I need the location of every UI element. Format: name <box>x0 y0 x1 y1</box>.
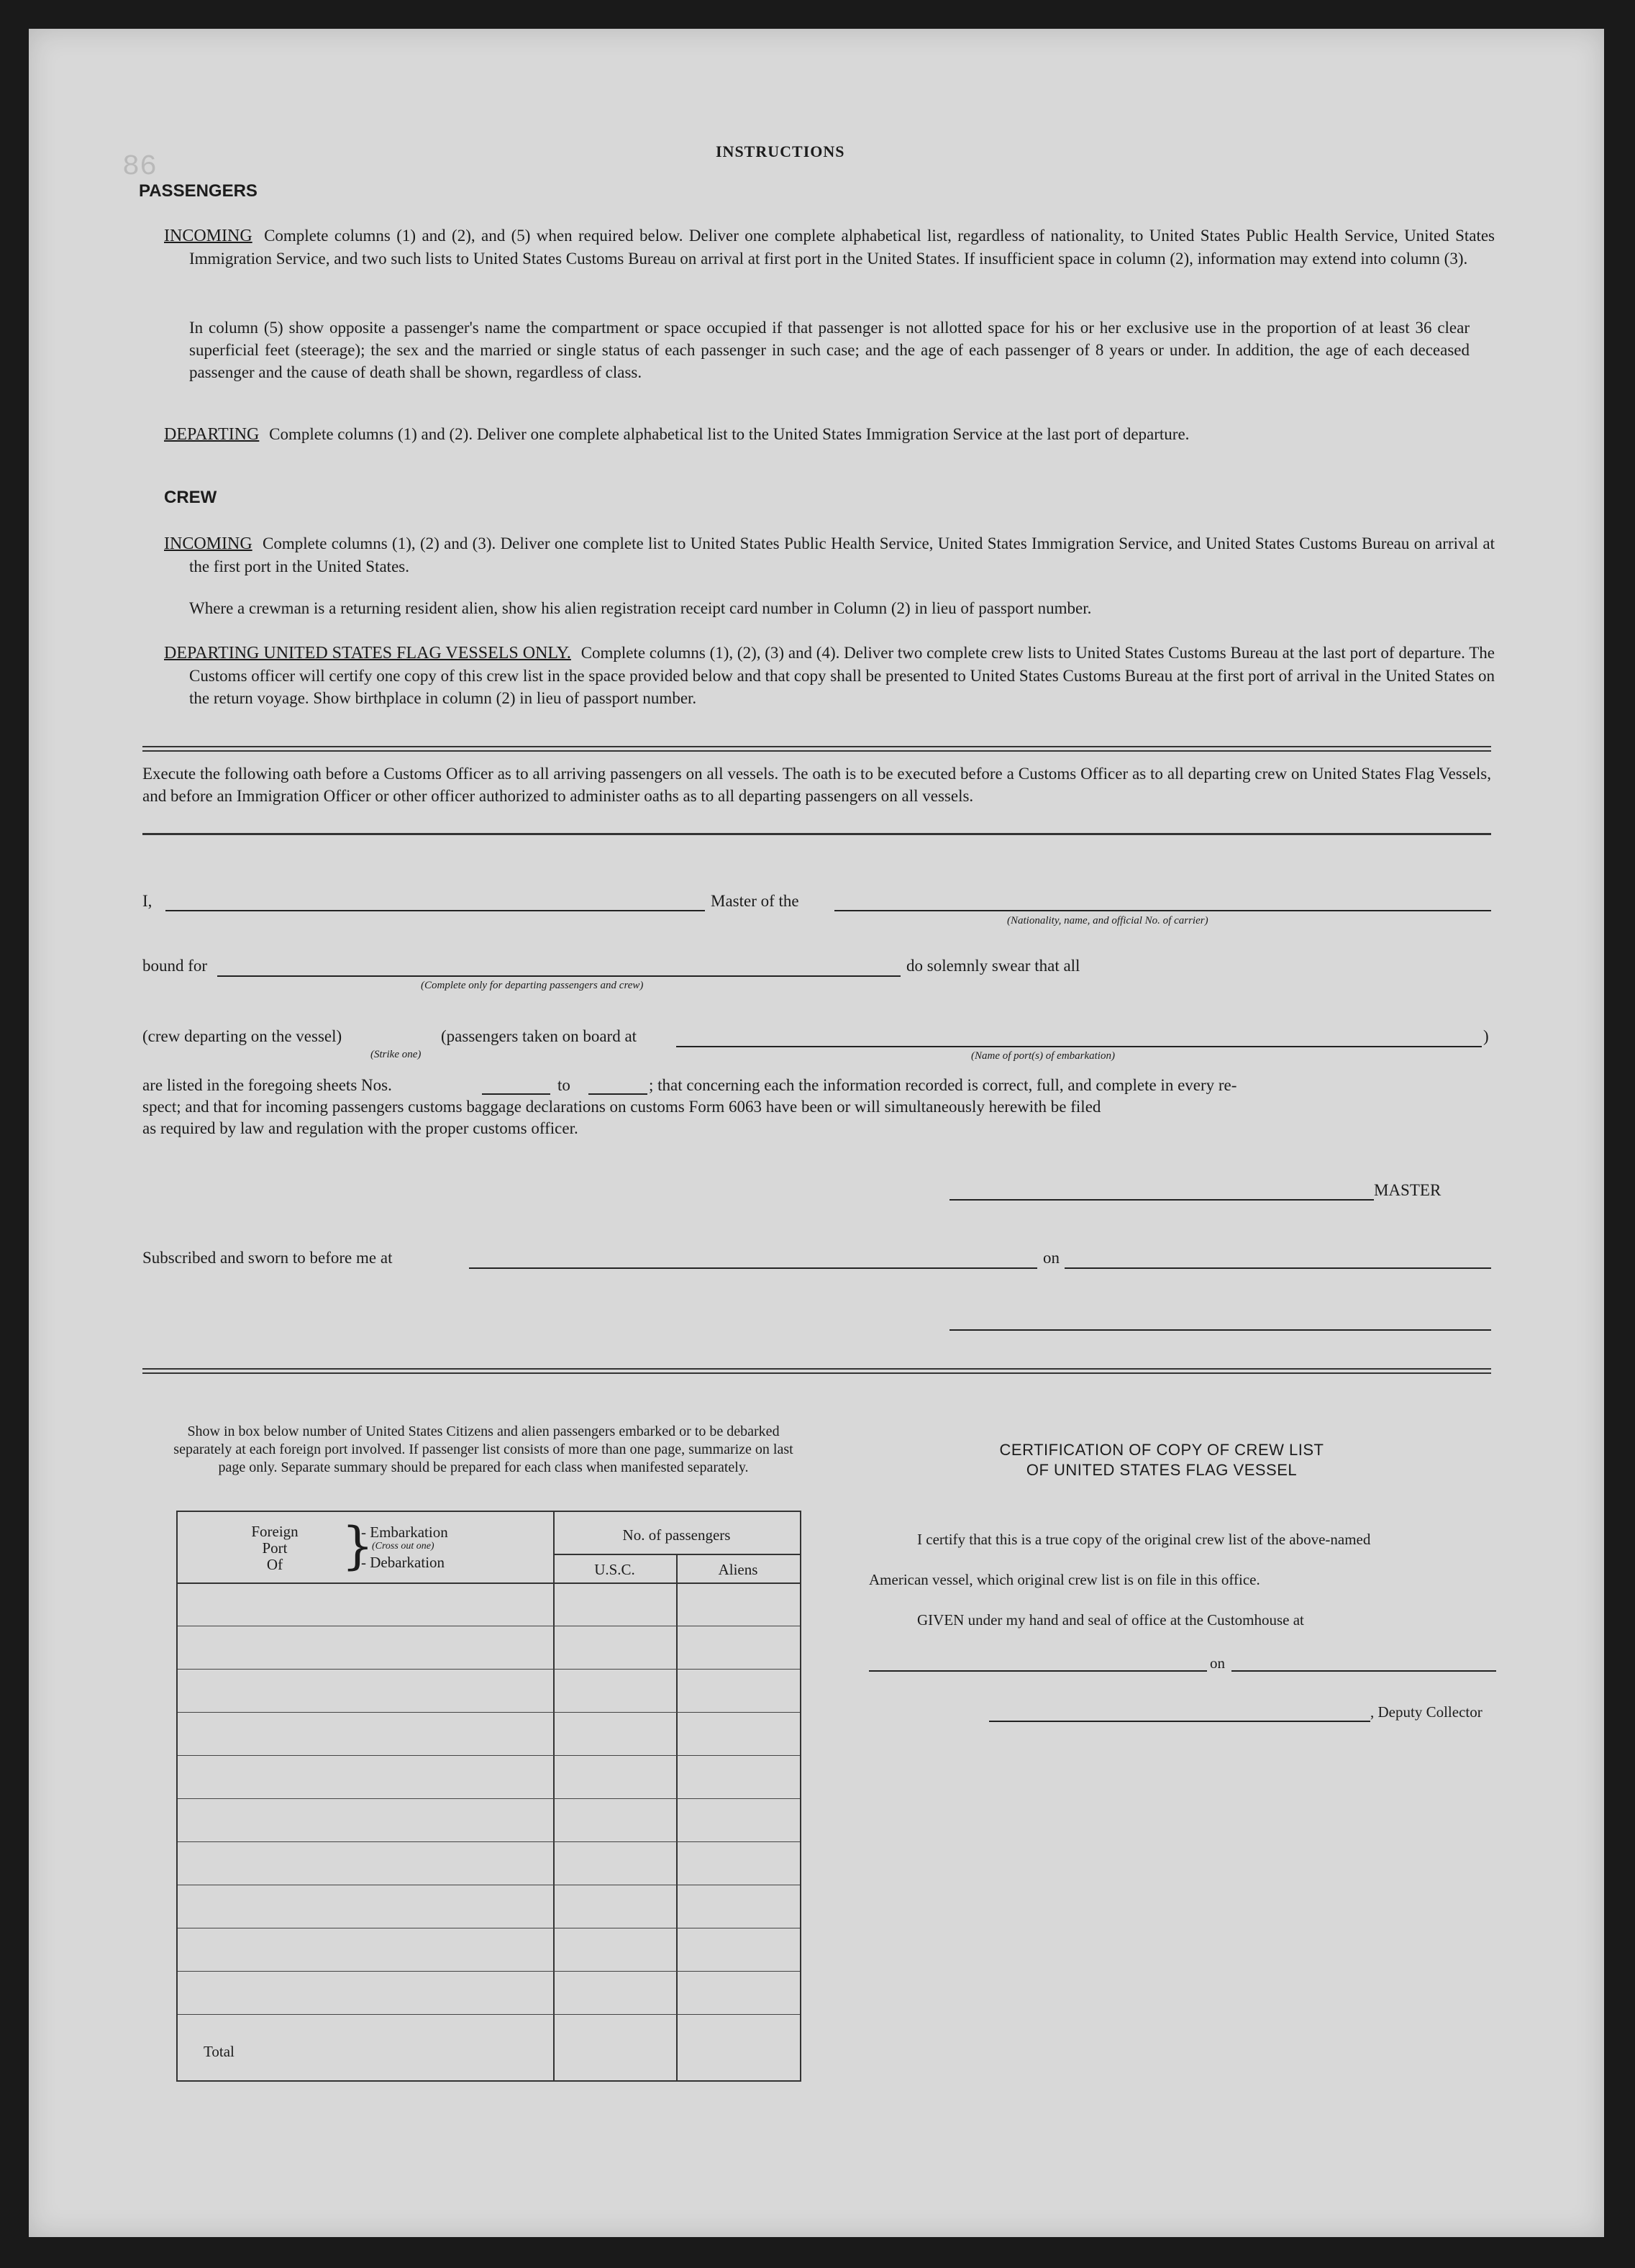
certify-line-b: American vessel, which original crew list is on file in this office. <box>869 1571 1260 1588</box>
passengers-incoming-text: Complete columns (1) and (2), and (5) when required below. Deliver one complete alphabetical list, regardless of nationality, to United States Public Health Service, United States Immigration Service, and two such lists to United States Customs Bureau on arrival at first port in the United States. If insufficient space in column (2), information may extend into column (3). <box>189 227 1495 268</box>
column5-instruction: In column (5) show opposite a passenger's name the compartment or space occupied if that passenger is not allotted space for his or her exclusive use in the proportion of at least 36 clear superficial feet (steerage); the sex and the married or single status of each passenger in such case; and the age of each passenger of 8 years or under. In addition, the age of each deceased passenger and the cause of death shall be shown, regardless of class. <box>189 319 1470 381</box>
summary-row-rule <box>178 1971 800 1972</box>
bound-for-field[interactable] <box>217 975 901 977</box>
box-col-divider <box>676 1555 678 2080</box>
listed-sheets-label: are listed in the foregoing sheets Nos. <box>142 1076 392 1094</box>
master-signature-field[interactable] <box>949 1199 1374 1201</box>
oath-intro: Execute the following oath before a Customs Officer as to all arriving passengers on all vessels. The oath is to be executed before a Customs Officer as to all departing crew on United States Flag Vessels, and before an Immigration Officer or other officer authorized to administer oaths as to all departing passengers on all vessels. <box>142 765 1491 805</box>
sworn-place-field[interactable] <box>469 1267 1037 1269</box>
no-passengers-header: No. of passengers <box>622 1526 731 1544</box>
crew-incoming-instruction <box>164 532 1495 578</box>
deputy-signature-field[interactable] <box>989 1721 1370 1722</box>
form-page <box>29 29 1604 2237</box>
port-label: Port <box>262 1539 288 1557</box>
of-label: Of <box>266 1556 283 1573</box>
passengers-departing-tag: DEPARTING <box>164 425 260 444</box>
sheet-to-field[interactable] <box>588 1093 647 1095</box>
sheet-from-field[interactable] <box>482 1093 550 1095</box>
passengers-taken-option: (passengers taken on board at <box>441 1027 637 1045</box>
summary-row-rule <box>178 2014 800 2015</box>
sheet-to-label: to <box>557 1076 570 1094</box>
subscribed-label: Subscribed and sworn to before me at <box>142 1249 393 1267</box>
embarkation-label: - Embarkation <box>361 1524 448 1541</box>
crewman-instruction: Where a crewman is a returning resident alien, show his alien registration receipt card number in Column (2) in lieu of passport number. <box>189 599 1092 617</box>
carrier-field[interactable] <box>834 910 1491 911</box>
close-paren: ) <box>1483 1027 1489 1045</box>
crew-heading: CREW <box>164 488 217 507</box>
customhouse-field[interactable] <box>869 1670 1207 1672</box>
cross-out-hint: (Cross out one) <box>372 1541 434 1552</box>
officer-signature-field[interactable] <box>949 1329 1491 1331</box>
passengers-incoming-instruction <box>164 224 1495 270</box>
debarkation-label: - Debarkation <box>361 1554 445 1571</box>
master-name-field[interactable] <box>165 910 705 911</box>
crew-departing-text: Complete columns (1), (2), (3) and (4). Deliver two complete crew lists to United States Customs Bureau at the last port of departure. The Customs officer will certify one copy of this crew list in the space provided below and that copy shall be presented to United States Customs Bureau at the first port of arrival in the United States on the return voyage. Show birthplace in column (2) in lieu of passport number. <box>189 644 1495 707</box>
swear-label: do solemnly swear that all <box>906 957 1080 975</box>
oath-i-label: I, <box>142 892 152 910</box>
listed-line-b: ; that concerning each the information recorded is correct, full, and complete in every re- <box>649 1076 1237 1094</box>
master-label: MASTER <box>1374 1181 1442 1199</box>
section-divider <box>142 746 1491 752</box>
passengers-heading: PASSENGERS <box>139 181 258 201</box>
listed-line-d: as required by law and regulation with the proper customs officer. <box>142 1119 578 1137</box>
bleed-through-text: 86 <box>122 151 158 183</box>
bound-for-hint: (Complete only for departing passengers and crew) <box>421 980 644 991</box>
sworn-on-label: on <box>1043 1249 1060 1267</box>
passenger-summary-box <box>176 1511 801 2082</box>
certification-date-field[interactable] <box>1231 1670 1496 1672</box>
certification-title-line1: CERTIFICATION OF COPY OF CREW LIST <box>999 1441 1324 1459</box>
total-label: Total <box>204 2043 234 2060</box>
listed-line-c: spect; and that for incoming passengers customs baggage declarations on customs Form 6063 have been or will simultaneously herewith be filed <box>142 1098 1101 1116</box>
foreign-label: Foreign <box>251 1523 299 1540</box>
crew-departing-tag: DEPARTING UNITED STATES FLAG VESSELS ONLY. <box>164 644 571 662</box>
oath-intro-rule <box>142 833 1491 835</box>
sworn-date-field[interactable] <box>1065 1267 1491 1269</box>
summary-row-rule <box>178 1712 800 1713</box>
passengers-departing-text: Complete columns (1) and (2). Deliver one complete alphabetical list to the United States Immigration Service at the last port of departure. <box>269 425 1190 443</box>
summary-divider <box>142 1368 1491 1374</box>
embarkation-ports-field[interactable] <box>676 1046 1482 1047</box>
carrier-hint: (Nationality, name, and official No. of carrier) <box>1007 915 1208 926</box>
aliens-header: Aliens <box>718 1561 758 1578</box>
passengers-departing-instruction <box>164 423 1495 446</box>
summary-instructions: Show in box below number of United States Citizens and alien passengers embarked or to be debarked separately at each foreign port involved. If passenger list consists of more than one page, summarize on last page only. Separate summary should be prepared for each class when manifested separately. <box>173 1424 793 1475</box>
brace-icon: } <box>342 1516 374 1575</box>
foreign-port-label <box>246 1524 304 1573</box>
bound-for-label: bound for <box>142 957 208 975</box>
box-header-rule <box>178 1582 800 1584</box>
box-subheader-rule <box>553 1554 800 1555</box>
certification-title <box>863 1440 1460 1480</box>
summary-row-rule <box>178 1798 800 1799</box>
ports-hint: (Name of port(s) of embarkation) <box>971 1050 1115 1062</box>
crew-departing-option: (crew departing on the vessel) <box>142 1027 342 1045</box>
crew-incoming-text: Complete columns (1), (2) and (3). Deliver one complete list to United States Public Health Service, United States Immigration Service, and United States Customs Bureau on arrival at the first port in the United States. <box>189 534 1495 575</box>
summary-row-rule <box>178 1841 800 1842</box>
certification-on-label: on <box>1210 1654 1225 1672</box>
given-line: GIVEN under my hand and seal of office at the Customhouse at <box>917 1611 1304 1629</box>
box-mid-divider <box>553 1512 555 2080</box>
deputy-collector-label: , Deputy Collector <box>1370 1703 1483 1721</box>
certification-title-line2: OF UNITED STATES FLAG VESSEL <box>1026 1461 1298 1479</box>
passengers-incoming-tag: INCOMING <box>164 227 252 245</box>
page-title: INSTRUCTIONS <box>716 142 845 160</box>
certify-line-a: I certify that this is a true copy of the original crew list of the above-named <box>917 1531 1371 1548</box>
strike-one-hint: (Strike one) <box>370 1049 422 1060</box>
summary-row-rule <box>178 1755 800 1756</box>
summary-row-rule <box>178 1669 800 1670</box>
usc-header: U.S.C. <box>594 1561 635 1578</box>
crew-departing-instruction <box>164 642 1495 709</box>
master-of-label: Master of the <box>711 892 799 910</box>
crew-incoming-tag: INCOMING <box>164 534 252 553</box>
